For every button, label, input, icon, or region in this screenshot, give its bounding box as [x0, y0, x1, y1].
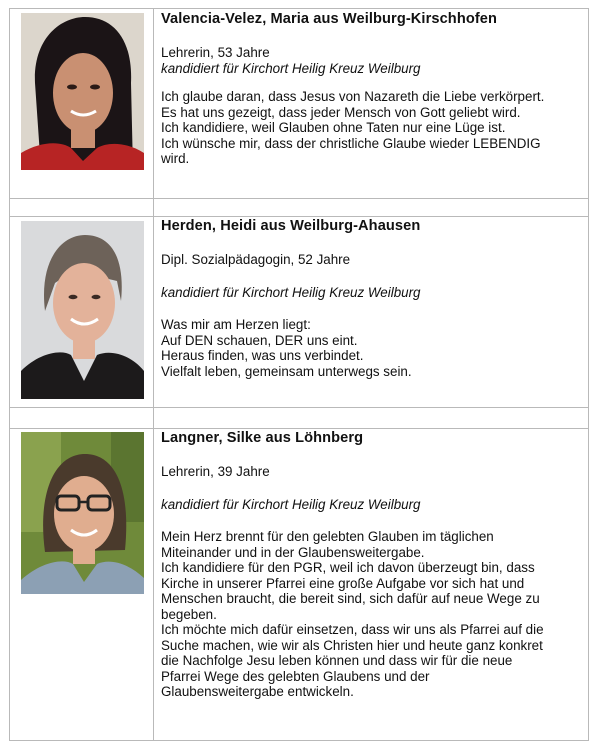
- candidate-info-herden: [161, 218, 581, 379]
- statement-line: begeben.: [161, 606, 217, 622]
- candidate-name: Herden, Heidi aus Weilburg-Ahausen: [161, 218, 421, 234]
- candidate-photo-langner: [21, 432, 144, 594]
- candidate-name: Valencia-Velez, Maria aus Weilburg-Kirschhofen: [161, 11, 498, 27]
- statement-line: Menschen braucht, die bereit sind, sich dafür auf neue Wege zu: [161, 591, 540, 606]
- row-divider: [9, 198, 589, 199]
- statement-line: Vielfalt leben, gemeinsam unterwegs sein.: [161, 363, 412, 379]
- statement-line: Mein Herz brennt für den gelebten Glauben im täglichen: [161, 529, 494, 544]
- candidate-place: kandidiert für Kirchort Heilig Kreuz Weilburg: [161, 284, 421, 300]
- statement-line: Heraus finden, was uns verbindet.: [161, 348, 364, 363]
- row-divider: [9, 428, 589, 429]
- candidate-info-valencia-velez: [161, 11, 581, 167]
- statement-line: Kirche in unserer Pfarrei eine große Aufgabe vor sich hat und: [161, 575, 525, 591]
- statement-line: wird.: [161, 151, 190, 166]
- candidate-statement: [161, 89, 581, 167]
- statement-line: Pfarrei Wege des gelebten Glaubens und der: [161, 668, 430, 684]
- candidate-role: Dipl. Sozialpädagogin, 52 Jahre: [161, 252, 351, 267]
- statement-line: Auf DEN schauen, DER uns eint.: [161, 332, 358, 348]
- statement-line: Ich glaube daran, dass Jesus von Nazareth die Liebe verkörpert.: [161, 89, 545, 104]
- statement-line: Ich kandidiere für den PGR, weil ich davon überzeugt bin, dass: [161, 560, 535, 575]
- statement-line: Miteinander und in der Glaubensweitergabe.: [161, 544, 425, 560]
- column-divider: [153, 8, 154, 741]
- candidate-name: Langner, Silke aus Löhnberg: [161, 430, 364, 446]
- candidate-role: Lehrerin, 53 Jahre: [161, 45, 270, 60]
- candidate-place: kandidiert für Kirchort Heilig Kreuz Weilburg: [161, 60, 421, 76]
- statement-line: die Nachfolge Jesu leben können und dass wir für die neue: [161, 653, 513, 668]
- candidate-photo-herden: [21, 221, 144, 399]
- row-divider: [9, 407, 589, 408]
- statement-line: Was mir am Herzen liegt:: [161, 317, 311, 332]
- candidate-statement: [161, 529, 581, 700]
- candidate-photo-valencia-velez: [21, 13, 144, 170]
- statement-line: Ich wünsche mir, dass der christliche Glaube wieder LEBENDIG: [161, 135, 541, 151]
- candidate-place: kandidiert für Kirchort Heilig Kreuz Weilburg: [161, 496, 421, 512]
- statement-line: Glaubensweitergabe entwickeln.: [161, 684, 354, 699]
- candidate-role: Lehrerin, 39 Jahre: [161, 464, 270, 479]
- candidate-info-langner: [161, 430, 581, 700]
- row-divider: [9, 216, 589, 217]
- candidate-statement: [161, 317, 581, 379]
- statement-line: Ich kandidiere, weil Glauben ohne Taten nur eine Lüge ist.: [161, 120, 506, 135]
- statement-line: Es hat uns gezeigt, dass jeder Mensch von Gott geliebt wird.: [161, 104, 521, 120]
- statement-line: Suche machen, wie wir als Christen hier und heute ganz konkret: [161, 637, 543, 653]
- statement-line: Ich möchte mich dafür einsetzen, dass wir uns als Pfarrei auf die: [161, 622, 544, 637]
